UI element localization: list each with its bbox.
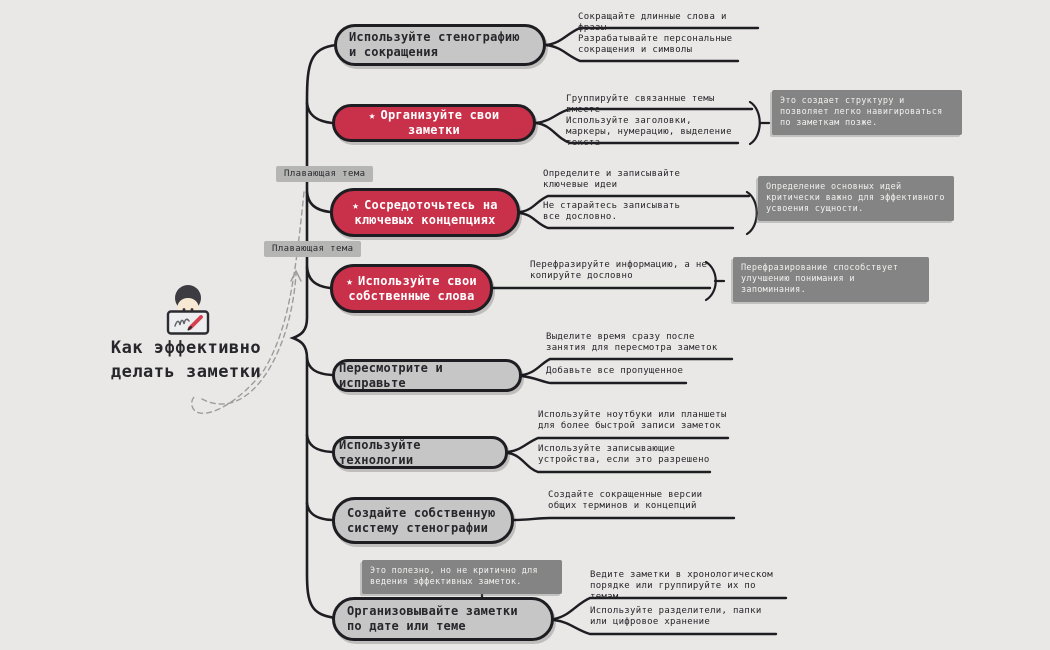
floating-topic-label-2[interactable]: Плавающая тема — [264, 241, 361, 257]
topic-own-shorthand-system[interactable]: Создайте собственную систему стенографии — [332, 497, 514, 544]
person-laptop-icon — [158, 282, 218, 336]
stub-topic-4 — [307, 267, 330, 288]
subtopic[interactable]: Не старайтесь записывать все дословно. — [543, 201, 681, 222]
stub-topic-5 — [307, 358, 332, 375]
subtopic[interactable]: Выделите время сразу после занятия для пересмотра заметок — [546, 332, 718, 353]
subtopic[interactable]: Добавьте все пропущенное — [546, 366, 684, 376]
stub-topic-7 — [307, 503, 332, 520]
floating-topic-label-1[interactable]: Плавающая тема — [276, 166, 373, 182]
branch-7-child-1-line — [514, 518, 734, 520]
subtopic[interactable]: Перефразируйте информацию, а не копируйте дословно — [530, 260, 708, 281]
topic-organize-notes[interactable]: ★ Организуйте свои заметки — [332, 104, 536, 142]
subtopic[interactable]: Разрабатывайте персональные сокращения и символы — [578, 34, 733, 55]
branch-5-child-2-line — [522, 376, 686, 383]
central-topic[interactable]: Как эффективно делать заметки — [110, 338, 262, 382]
star-icon: ★ — [368, 109, 376, 122]
subtopic[interactable]: Сокращайте длинные слова и фразы — [578, 12, 727, 33]
stub-topic-6 — [307, 435, 332, 452]
topic-organize-by-date[interactable]: Организовывайте заметки по дате или теме — [332, 597, 554, 641]
subtopic[interactable]: Используйте записывающие устройства, если это разрешено — [538, 444, 710, 465]
subtopic[interactable]: Используйте разделители, папки или цифровое хранение — [590, 606, 762, 627]
subtopic[interactable]: Ведите заметки в хронологическом порядке или группируйте их по темам — [590, 570, 773, 602]
subtopic[interactable]: Используйте заголовки, маркеры, нумерацию, выделение текста — [566, 116, 732, 148]
note-organize[interactable]: Это создает структуру и позволяет легко навигироваться по заметкам позже. — [772, 90, 962, 135]
topic-review-revise[interactable]: Пересмотрите и исправьте — [332, 359, 522, 392]
stub-topic-3 — [307, 192, 330, 212]
subtopic[interactable]: Определите и записывайте ключевые идеи — [543, 169, 681, 190]
star-icon: ★ — [352, 198, 360, 212]
topic-shorthand[interactable]: Используйте стенографию и сокращения — [334, 24, 546, 66]
stub-topic-2 — [307, 103, 332, 123]
main-brace — [293, 45, 336, 618]
note-own-words[interactable]: Перефразирование способствует улучшению понимания и запоминания. — [733, 257, 929, 302]
note-organize-by-date[interactable]: Это полезно, но не критично для ведения эффективных заметок. — [362, 560, 562, 594]
note-key-concepts[interactable]: Определение основных идей критически важно для эффективного усвоения сущности. — [758, 176, 954, 221]
star-icon: ★ — [346, 274, 354, 288]
topic-use-technology[interactable]: Используйте технологии — [332, 436, 508, 469]
topic-own-words[interactable]: ★ Используйте свои собственные слова — [330, 264, 493, 313]
subtopic[interactable]: Создайте сокращенные версии общих терминов и концепций — [548, 490, 703, 511]
subtopic[interactable]: Используйте ноутбуки или планшеты для более быстрой записи заметок — [538, 410, 727, 431]
subtopic[interactable]: Группируйте связанные темы вместе — [566, 94, 715, 115]
topic-key-concepts[interactable]: ★ Сосредоточьтесь на ключевых концепциях — [330, 188, 520, 237]
